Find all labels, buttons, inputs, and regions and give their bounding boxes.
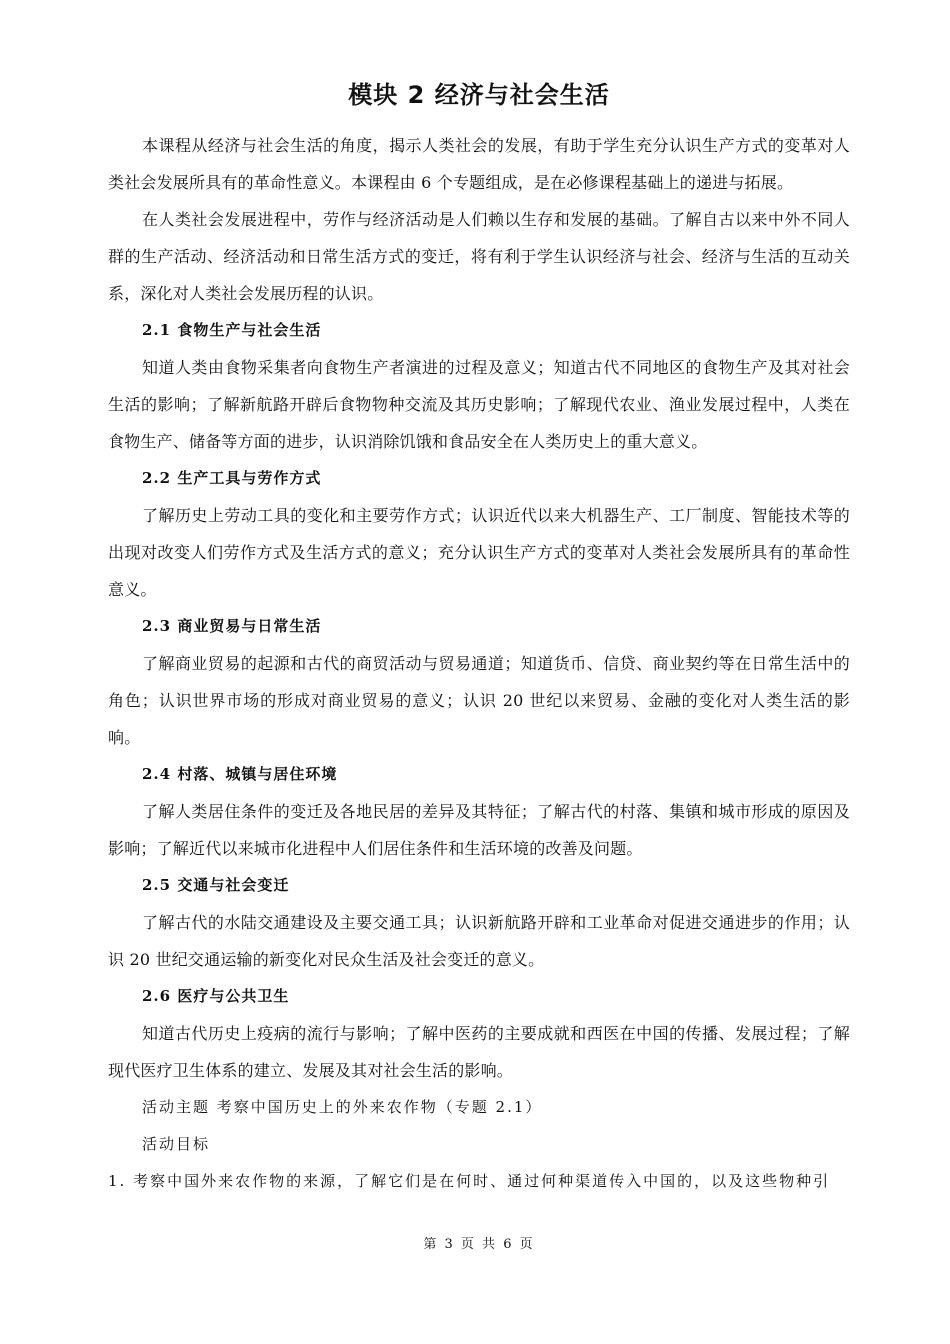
document-page [108, 0, 850, 1344]
intro-paragraph-2: 在人类社会发展进程中，劳作与经济活动是人们赖以生存和发展的基础。了解自古以来中外不同人群的生产活动、经济活动和日常生活方式的变迁，将有利于学生认识经济与社会、经济与生活的互动关系，深化对人类社会发展历程的认识。 [108, 210, 850, 303]
section-body-2-2: 了解历史上劳动工具的变化和主要劳作方式；认识近代以来大机器生产、工厂制度、智能技术等的出现对改变人们劳作方式及生活方式的意义；充分认识生产方式的变革对人类社会发展所具有的革命性意义。 [108, 506, 850, 599]
document-body [108, 127, 850, 1200]
section-heading-2-1: 2.1 食物生产与社会生活 [142, 321, 322, 339]
section-heading-2-5: 2.5 交通与社会变迁 [142, 876, 290, 894]
activity-theme: 活动主题 考察中国历史上的外来农作物（专题 2.1） [142, 1098, 543, 1116]
section-body-2-3: 了解商业贸易的起源和古代的商贸活动与贸易通道；知道货币、信贷、商业契约等在日常生活中的角色；认识世界市场的形成对商业贸易的意义；认识 20 世纪以来贸易、金融的变化对人类生活的影响。 [108, 654, 850, 747]
section-heading-2-2: 2.2 生产工具与劳作方式 [142, 469, 322, 487]
activity-goal-item-1: 1. 考察中国外来农作物的来源，了解它们是在何时、通过何种渠道传入中国的，以及这些物种引 [108, 1172, 831, 1190]
section-body-2-6: 知道古代历史上疫病的流行与影响；了解中医药的主要成就和西医在中国的传播、发展过程；了解现代医疗卫生体系的建立、发展及其对社会生活的影响。 [108, 1024, 850, 1080]
section-body-2-4: 了解人类居住条件的变迁及各地民居的差异及其特征；了解古代的村落、集镇和城市形成的原因及影响；了解近代以来城市化进程中人们居住条件和生活环境的改善及问题。 [108, 802, 850, 858]
section-body-2-5: 了解古代的水陆交通建设及主要交通工具；认识新航路开辟和工业革命对促进交通进步的作用；认识 20 世纪交通运输的新变化对民众生活及社会变迁的意义。 [108, 913, 850, 969]
page-footer: 第 3 页 共 6 页 [423, 1237, 535, 1252]
intro-paragraph-1: 本课程从经济与社会生活的角度，揭示人类社会的发展，有助于学生充分认识生产方式的变革对人类社会发展所具有的革命性意义。本课程由 6 个专题组成，是在必修课程基础上的递进与拓展。 [108, 136, 850, 192]
section-heading-2-4: 2.4 村落、城镇与居住环境 [142, 765, 338, 783]
document-title: 模块 2 经济与社会生活 [348, 81, 610, 109]
section-body-2-1: 知道人类由食物采集者向食物生产者演进的过程及意义；知道古代不同地区的食物生产及其对社会生活的影响；了解新航路开辟后食物物种交流及其历史影响；了解现代农业、渔业发展过程中，人类在食物生产、储备等方面的进步，认识消除饥饿和食品安全在人类历史上的重大意义。 [108, 358, 850, 451]
section-heading-2-6: 2.6 医疗与公共卫生 [142, 987, 290, 1005]
section-heading-2-3: 2.3 商业贸易与日常生活 [142, 617, 322, 635]
activity-goal-label: 活动目标 [142, 1135, 211, 1153]
